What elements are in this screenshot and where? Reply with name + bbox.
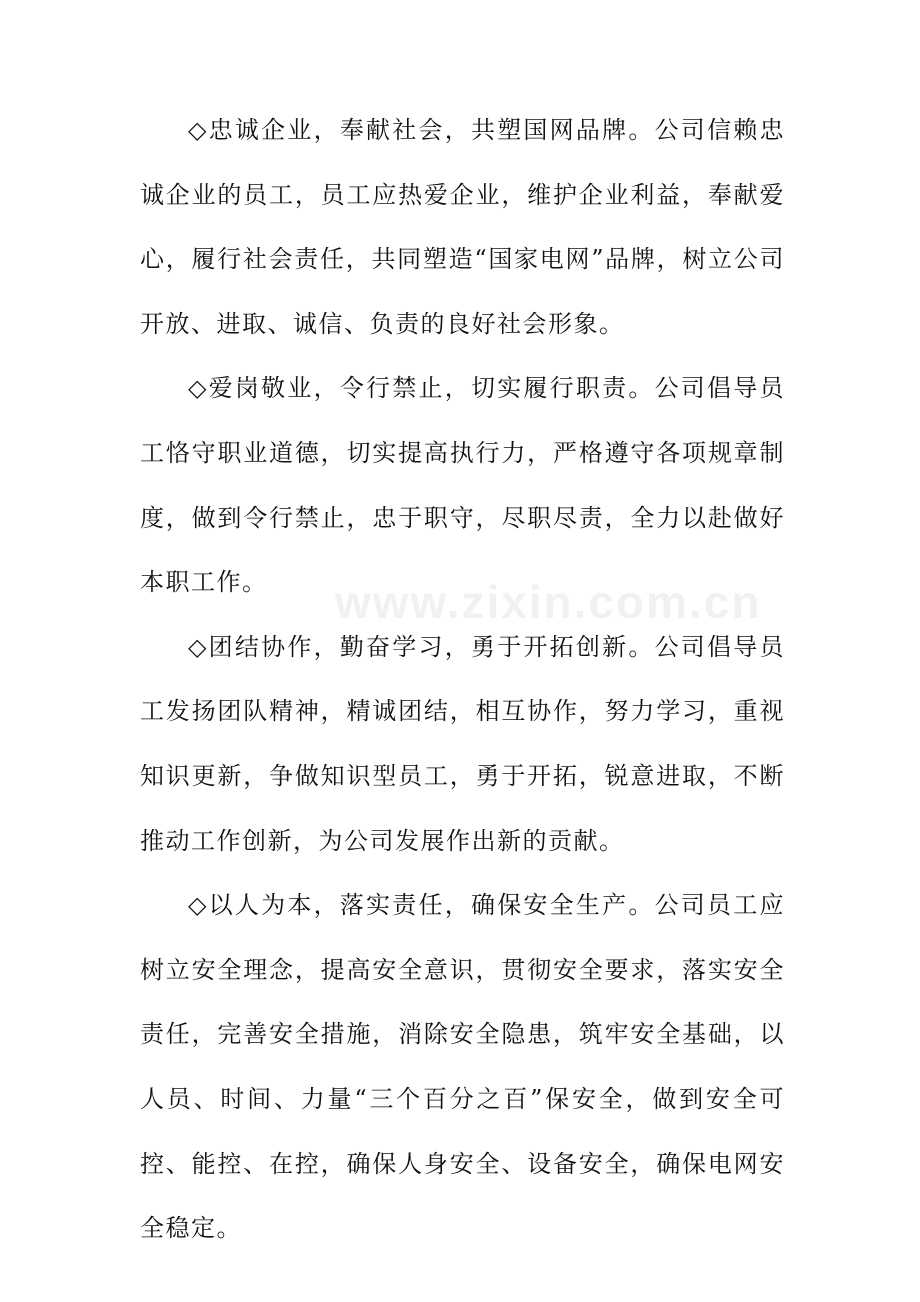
paragraph-dedication: ◇爱岗敬业，令行禁止，切实履行职责。公司倡导员工恪守职业道德，切实提高执行力，严格遵守各项规章制度，做到令行禁止，忠于职守，尽职尽责，全力以赴做好本职工作。 — [140, 374, 785, 597]
watermark: www.zixin.com.cn — [335, 576, 762, 628]
paragraph-loyalty: ◇忠诚企业，奉献社会，共塑国网品牌。公司信赖忠诚企业的员工，员工应热爱企业，维护企业利益，奉献爱心，履行社会责任，共同塑造“国家电网”品牌，树立公司开放、进取、诚信、负责的良好社会形象。 — [140, 116, 785, 338]
document-body — [140, 98, 785, 1261]
paragraph-teamwork: ◇团结协作，勤奋学习，勇于开拓创新。公司倡导员工发扬团队精神，精诚团结，相互协作，努力学习，重视知识更新，争做知识型员工，勇于开拓，锐意进取，不断推动工作创新，为公司发展作出新的贡献。 — [140, 632, 785, 855]
paragraph-safety: ◇以人为本，落实责任，确保安全生产。公司员工应树立安全理念，提高安全意识，贯彻安全要求，落实安全责任，完善安全措施，消除安全隐患，筑牢安全基础，以人员、时间、力量“三个百分之百”保安全，做到安全可控、能控、在控，确保人身安全、设备安全，确保电网安全稳定。 — [140, 891, 785, 1243]
